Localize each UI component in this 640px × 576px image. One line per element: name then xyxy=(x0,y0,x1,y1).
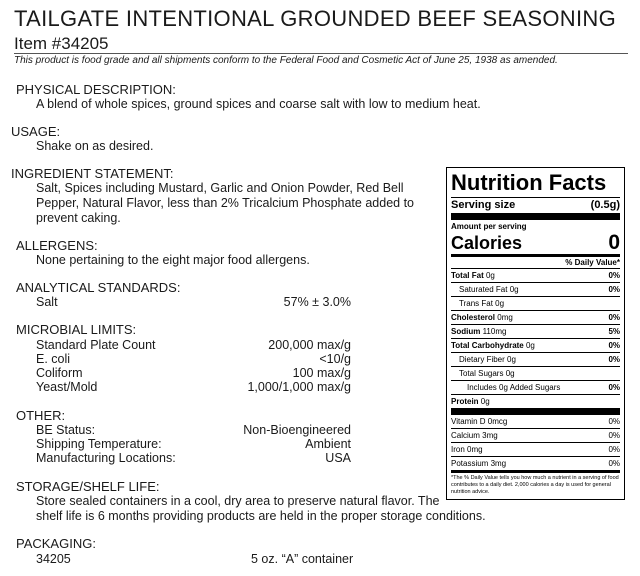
nutrient-row: Total Fat 0g 0% xyxy=(451,268,620,282)
analytical-salt-label: Salt xyxy=(36,295,58,309)
nutrient-row: Cholesterol 0mg 0% xyxy=(451,310,620,324)
nutrient-row: Dietary Fiber 0g 0% xyxy=(451,352,620,366)
nutrient-row: Trans Fat 0g xyxy=(451,296,620,310)
usage-text: Shake on as desired. xyxy=(36,139,154,153)
microbial-value: <10/g xyxy=(319,352,351,366)
nutrient-row: Sodium 110mg 5% xyxy=(451,324,620,338)
ingredients-heading: INGREDIENT STATEMENT: xyxy=(11,166,174,181)
packaging-container: 5 oz. “A” container xyxy=(251,552,354,566)
microbial-value: 100 max/g xyxy=(292,366,351,380)
packaging-code: 34205 xyxy=(36,552,71,566)
nutrient-row: Saturated Fat 0g 0% xyxy=(451,282,620,296)
vitamin-row: Calcium 3mg 0% xyxy=(451,428,620,442)
item-number: Item #34205 xyxy=(14,34,109,53)
microbial-heading: MICROBIAL LIMITS: xyxy=(16,322,137,337)
other-label: Shipping Temperature: xyxy=(36,437,162,451)
nutrition-title: Nutrition Facts xyxy=(451,170,607,195)
storage-heading: STORAGE/SHELF LIFE: xyxy=(16,479,160,494)
nutrient-row: Total Sugars 0g xyxy=(451,366,620,380)
other-label: Manufacturing Locations: xyxy=(36,451,176,465)
other-value: Ambient xyxy=(305,437,351,451)
serving-size-row xyxy=(451,198,620,213)
physical-heading: PHYSICAL DESCRIPTION: xyxy=(16,82,176,97)
analytical-salt-value: 57% ± 3.0% xyxy=(283,295,351,309)
calories-row xyxy=(451,232,620,254)
nutrition-footnote: *The % Daily Value tells you how much a nutrient in a serving of food contributes to a daily diet. 2,000 calories a day is used for general nutrition advice. xyxy=(451,475,619,495)
vitamin-row: Iron 0mg 0% xyxy=(451,442,620,456)
nutrient-row: Includes 0g Added Sugars 0% xyxy=(451,380,620,394)
other-label: BE Status: xyxy=(36,423,96,437)
amount-per-serving: Amount per serving xyxy=(451,222,527,231)
other-value: USA xyxy=(325,451,351,465)
microbial-value: 200,000 max/g xyxy=(268,338,351,352)
allergens-heading: ALLERGENS: xyxy=(16,238,98,253)
physical-text: A blend of whole spices, ground spices and coarse salt with low to medium heat. xyxy=(36,97,481,111)
ingredients-text: Salt, Spices including Mustard, Garlic and Onion Powder, Red Bell Pepper, Natural Flavor, less than 2% Tricalcium Phosphate added to prevent caking. xyxy=(36,181,414,225)
nutrient-row: Total Carbohydrate 0g 0% xyxy=(451,338,620,352)
serving-size-label: Serving size xyxy=(451,199,516,211)
daily-value-header: % Daily Value* xyxy=(565,258,620,267)
other-value: Non-Bioengineered xyxy=(243,423,351,437)
serving-size-value: (0.5g) xyxy=(590,199,620,211)
microbial-label: Coliform xyxy=(36,366,83,380)
microbial-value: 1,000/1,000 max/g xyxy=(247,380,351,394)
microbial-label: Yeast/Mold xyxy=(36,380,98,394)
allergens-text: None pertaining to the eight major food allergens. xyxy=(36,253,310,267)
calories-label: Calories xyxy=(451,233,523,253)
header-divider xyxy=(14,53,628,54)
compliance-notice: This product is food grade and all shipments conform to the Federal Food and Cosmetic Act of June 25, 1938 as amended. xyxy=(14,55,558,66)
nutrient-row: Protein 0g xyxy=(451,394,620,408)
storage-text-line2: shelf life is 6 months providing products are held in the proper storage conditions. xyxy=(36,509,486,523)
nutrition-facts-panel xyxy=(446,167,625,500)
storage-text-line1: Store sealed containers in a cool, dry area to preserve natural flavor. The xyxy=(36,494,440,508)
document-title: TAILGATE INTENTIONAL GROUNDED BEEF SEASONING xyxy=(14,6,616,31)
packaging-heading: PACKAGING: xyxy=(16,536,96,551)
vitamin-row: Potassium 3mg 0% xyxy=(451,456,620,470)
microbial-label: Standard Plate Count xyxy=(36,338,156,352)
calories-value: 0 xyxy=(608,231,620,254)
usage-heading: USAGE: xyxy=(11,124,61,139)
vitamin-row: Vitamin D 0mcg 0% xyxy=(451,417,620,426)
analytical-heading: ANALYTICAL STANDARDS: xyxy=(16,280,181,295)
microbial-label: E. coli xyxy=(36,352,71,366)
other-heading: OTHER: xyxy=(16,408,66,423)
